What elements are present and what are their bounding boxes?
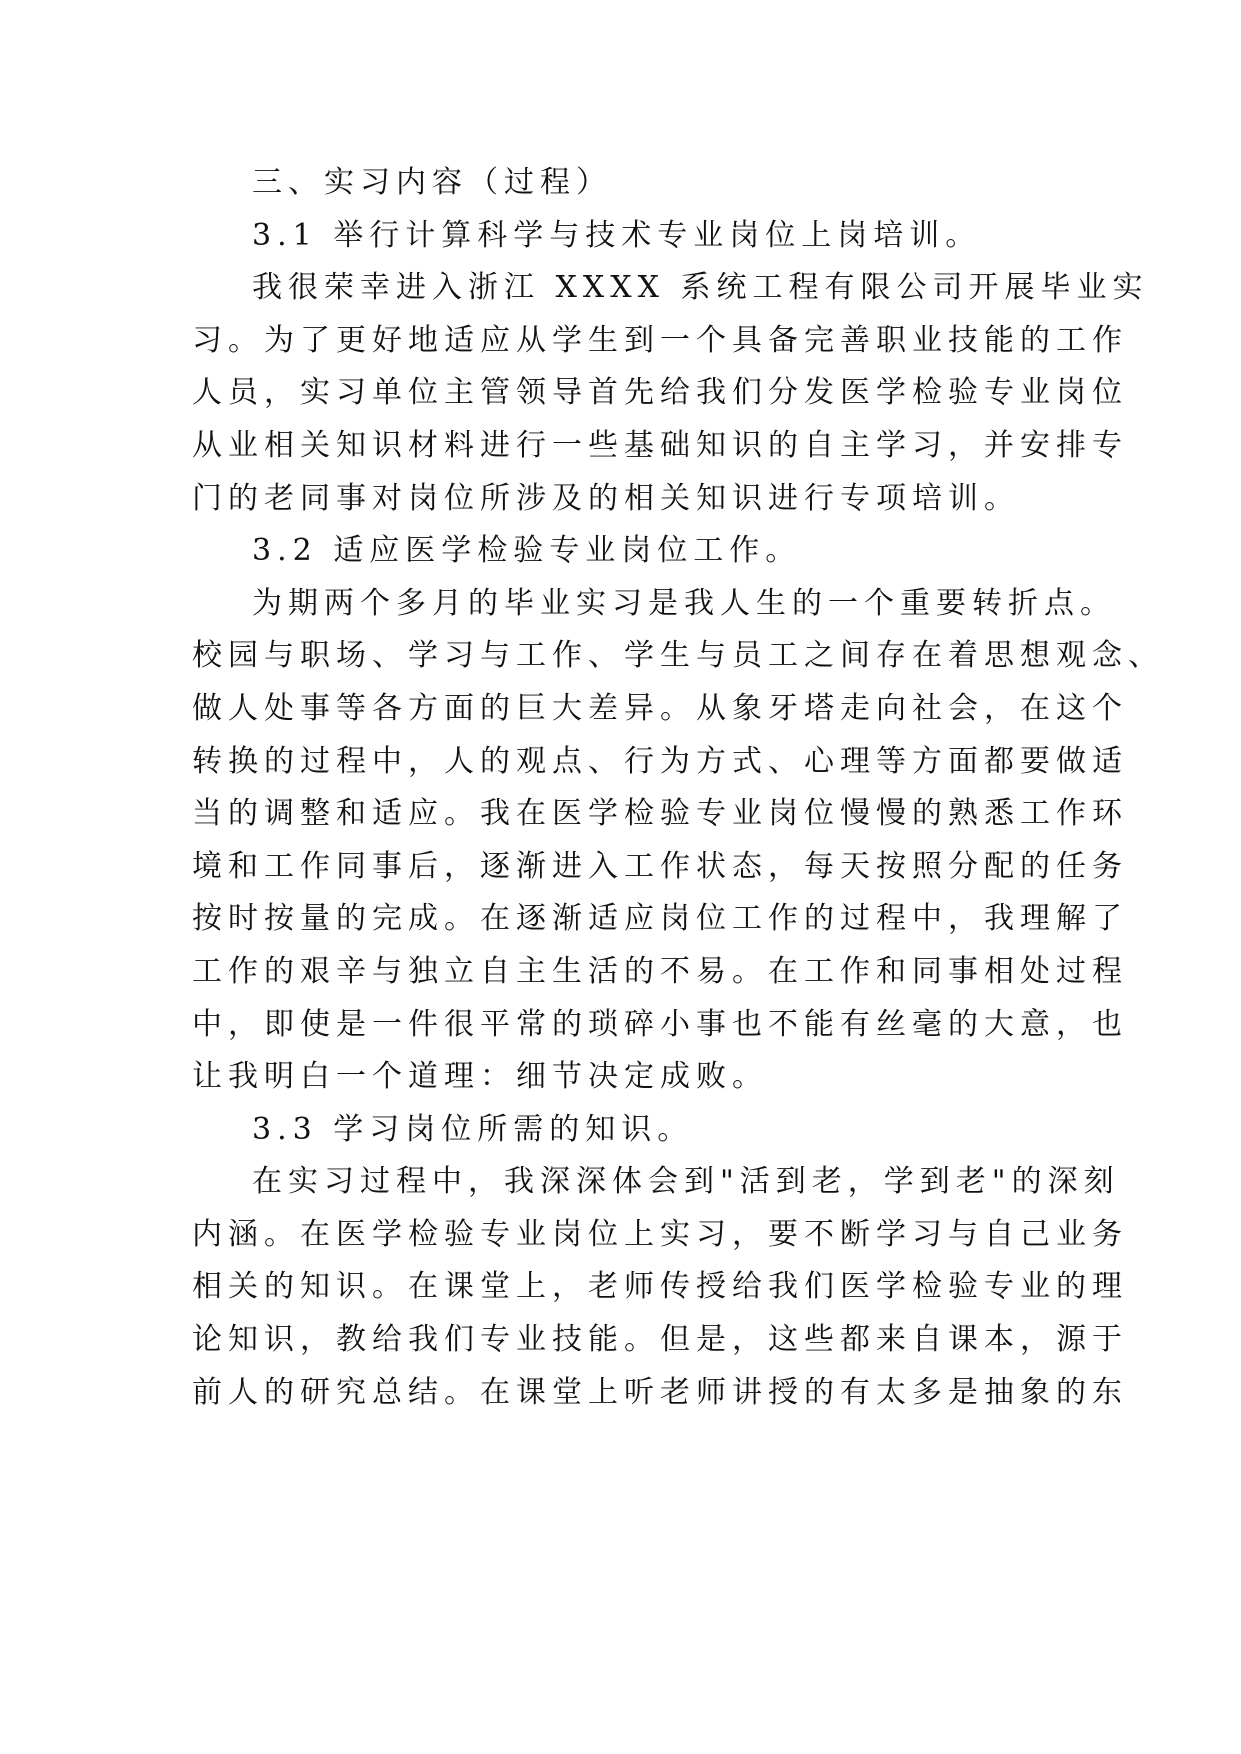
text-line: 中，即使是一件很平常的琐碎小事也不能有丝毫的大意，也: [192, 1006, 1128, 1042]
text-line: 当的调整和适应。我在医学检验专业岗位慢慢的熟悉工作环: [192, 796, 1128, 832]
text-line: 转换的过程中，人的观点、行为方式、心理等方面都要做适: [192, 743, 1128, 779]
text-line: 让我明白一个道理：细节决定成败。: [192, 1059, 768, 1095]
text-line: 人员，实习单位主管领导首先给我们分发医学检验专业岗位: [192, 375, 1128, 411]
text-line: 门的老同事对岗位所涉及的相关知识进行专项培训。: [192, 480, 1020, 516]
text-line: 3.3 学习岗位所需的知识。: [252, 1111, 694, 1147]
text-line: 3.2 适应医学检验专业岗位工作。: [252, 533, 802, 569]
text-line: 境和工作同事后，逐渐进入工作状态，每天按照分配的任务: [192, 848, 1128, 884]
text-line: 为期两个多月的毕业实习是我人生的一个重要转折点。: [252, 585, 1116, 621]
text-line: 做人处事等各方面的巨大差异。从象牙塔走向社会，在这个: [192, 690, 1128, 726]
text-line: 三、实习内容（过程）: [252, 165, 612, 200]
text-line: 论知识，教给我们专业技能。但是，这些都来自课本，源于: [192, 1322, 1128, 1358]
text-line: 工作的艰辛与独立自主生活的不易。在工作和同事相处过程: [192, 953, 1128, 989]
text-line: 按时按量的完成。在逐渐适应岗位工作的过程中，我理解了: [192, 901, 1128, 937]
text-line: 相关的知识。在课堂上，老师传授给我们医学检验专业的理: [192, 1269, 1128, 1305]
text-line: 在实习过程中，我深深体会到"活到老，学到老"的深刻: [252, 1164, 1120, 1200]
text-line: 前人的研究总结。在课堂上听老师讲授的有太多是抽象的东: [192, 1374, 1128, 1410]
text-line: 从业相关知识材料进行一些基础知识的自主学习，并安排专: [192, 427, 1128, 463]
text-line: 校园与职场、学习与工作、学生与员工之间存在着思想观念、: [192, 638, 1164, 674]
text-line: 3.1 举行计算科学与技术专业岗位上岗培训。: [252, 217, 982, 253]
document-body: [192, 157, 1164, 1419]
text-line: 我很荣幸进入浙江 XXXX 系统工程有限公司开展毕业实: [252, 270, 1149, 306]
text-line: 内涵。在医学检验专业岗位上实习，要不断学习与自己业务: [192, 1216, 1128, 1252]
text-line: 习。为了更好地适应从学生到一个具备完善职业技能的工作: [192, 322, 1128, 358]
